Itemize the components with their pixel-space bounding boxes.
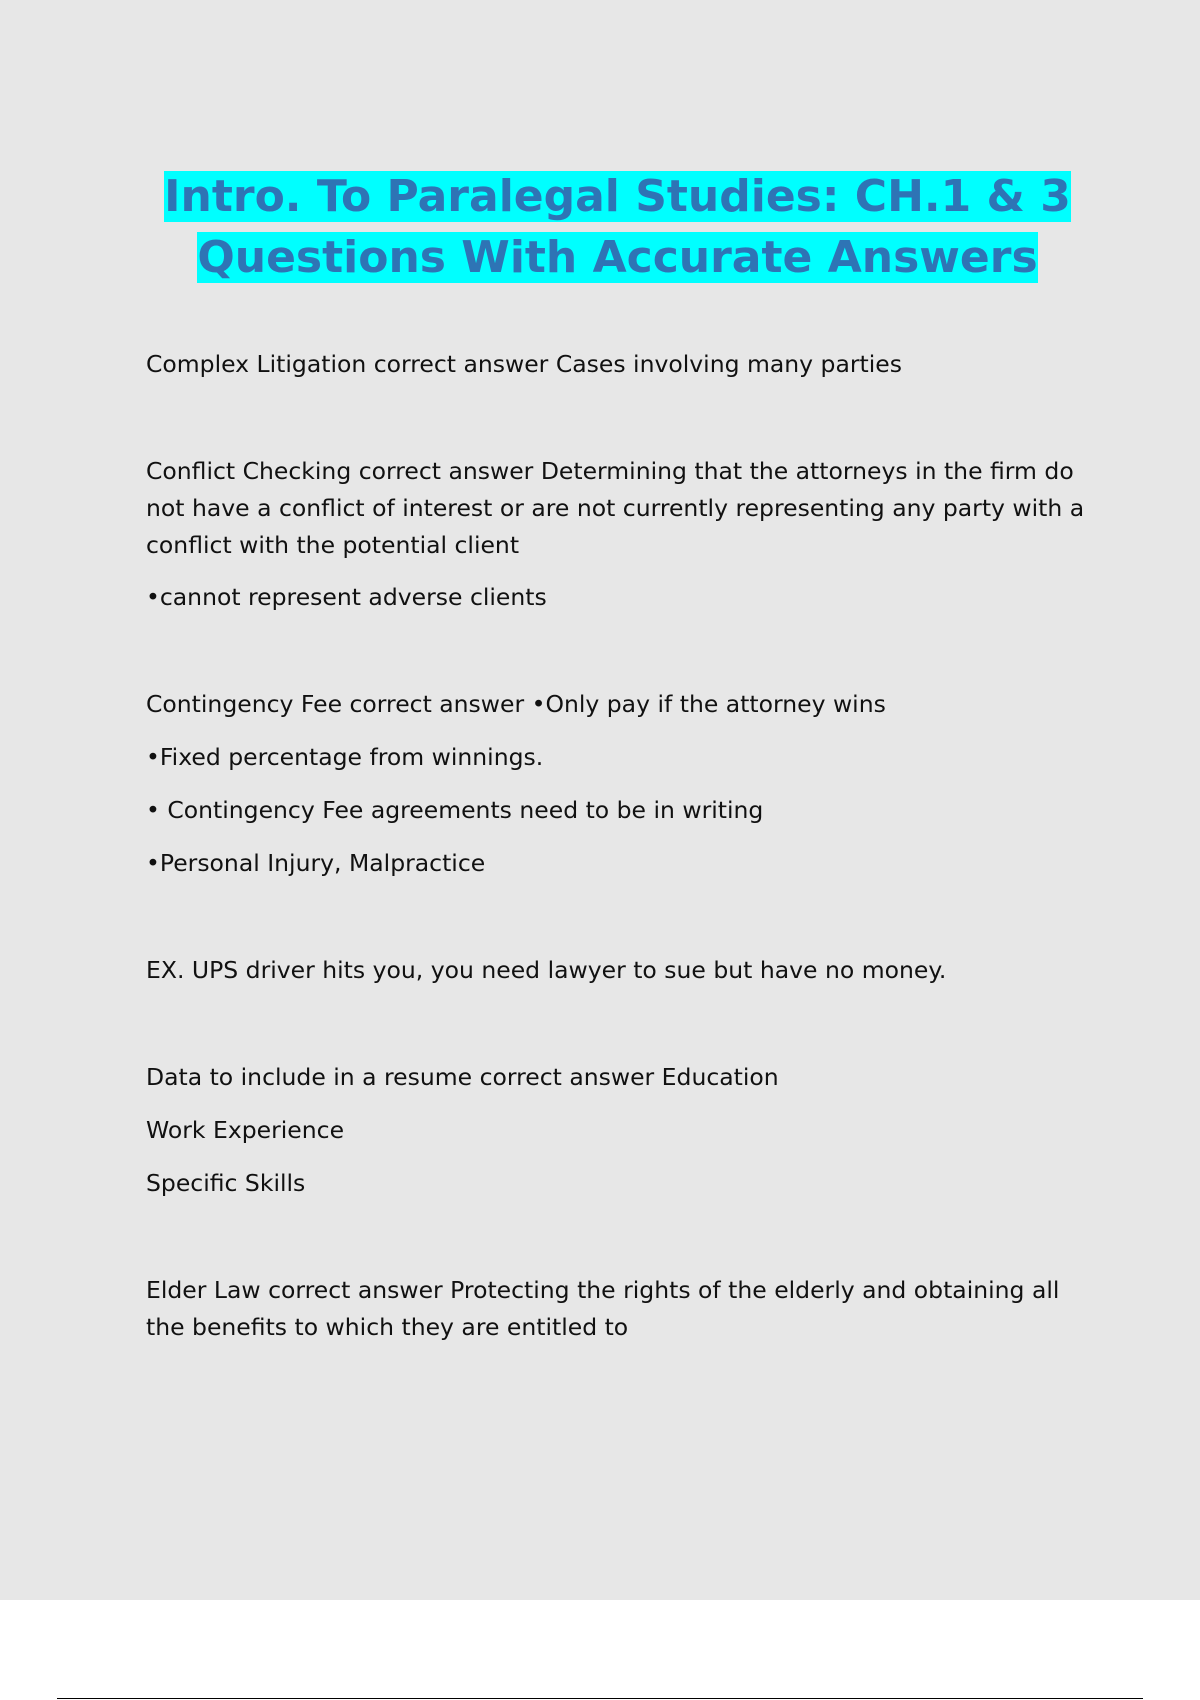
document-title [150,166,1085,288]
entry-resume-data: Data to include in a resume correct answer Education [146,1063,779,1091]
entry-resume-specific-skills: Specific Skills [146,1169,306,1197]
entry-conflict-bullet: •cannot represent adverse clients [146,583,547,611]
entry-contingency-bullet-2: • Contingency Fee agreements need to be in writing [146,796,764,824]
entry-contingency-bullet-1: •Fixed percentage from winnings. [146,743,544,771]
title-highlight: Intro. To Paralegal Studies: CH.1 & 3 Questions With Accurate Answers [164,171,1071,283]
document-body [146,346,1091,1346]
footer-divider [57,1698,1143,1699]
entry-resume-work-experience: Work Experience [146,1116,345,1144]
entry-elder-law: Elder Law correct answer Protecting the rights of the elderly and obtaining all the benefits to which they are entitled to [146,1276,1060,1341]
entry-contingency-fee: Contingency Fee correct answer •Only pay if the attorney wins [146,690,886,718]
entry-example: EX. UPS driver hits you, you need lawyer to sue but have no money. [146,956,947,984]
entry-complex-litigation: Complex Litigation correct answer Cases involving many parties [146,350,902,378]
entry-contingency-bullet-3: •Personal Injury, Malpractice [146,849,486,877]
entry-conflict-checking: Conflict Checking correct answer Determining that the attorneys in the firm do not have a conflict of interest or are not currently representing any party with a conflict with the potential client [146,457,1085,559]
